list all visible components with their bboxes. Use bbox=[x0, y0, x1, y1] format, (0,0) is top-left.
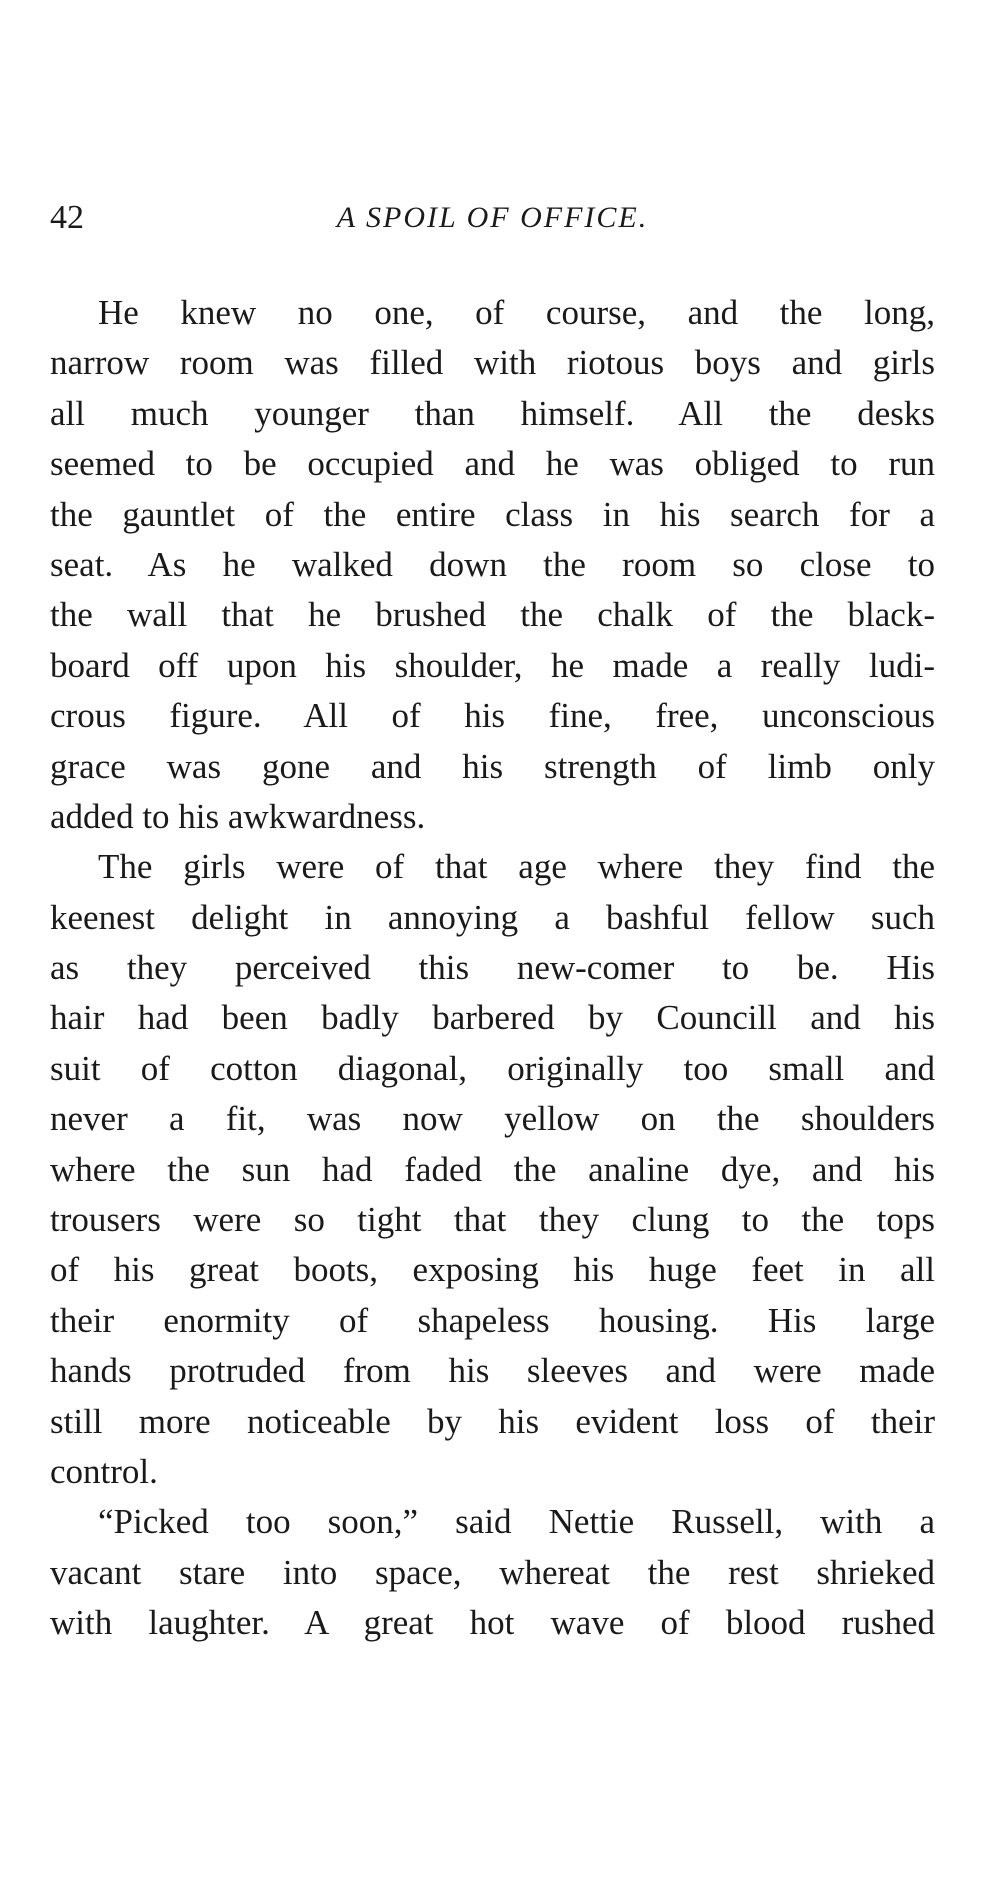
text-line: their enormity of shapeless housing. His large bbox=[50, 1300, 935, 1340]
text-line: “Picked too soon,” said Nettie Russell, with a bbox=[98, 1502, 935, 1542]
text-line: added to his awkwardness. bbox=[50, 796, 426, 836]
page-header bbox=[50, 196, 935, 240]
text-line: hair had been badly barbered by Councill and his bbox=[50, 998, 935, 1038]
text-line: still more noticeable by his evident loss of their bbox=[50, 1401, 935, 1441]
text-line: suit of cotton diagonal, originally too small and bbox=[50, 1048, 935, 1088]
text-line: He knew no one, of course, and the long, bbox=[98, 293, 935, 332]
text-line: grace was gone and his strength of limb only bbox=[50, 746, 935, 786]
body-text bbox=[50, 288, 935, 1649]
text-line: as they perceived this new-comer to be. His bbox=[50, 948, 935, 988]
paragraph bbox=[50, 842, 935, 1497]
text-line: crous figure. All of his fine, free, unconscious bbox=[50, 696, 935, 736]
paragraph bbox=[50, 1497, 935, 1648]
text-line: board off upon his shoulder, he made a really ludi- bbox=[50, 645, 935, 685]
text-line: trousers were so tight that they clung to the tops bbox=[50, 1200, 935, 1240]
text-line: all much younger than himself. All the desks bbox=[50, 393, 935, 433]
paragraph bbox=[50, 288, 935, 842]
text-line: narrow room was filled with riotous boys and girls bbox=[50, 343, 935, 383]
text-line: the gauntlet of the entire class in his search for a bbox=[50, 494, 935, 534]
text-line: the wall that he brushed the chalk of the black- bbox=[50, 595, 935, 635]
text-line: hands protruded from his sleeves and were made bbox=[50, 1351, 935, 1391]
running-title: A SPOIL OF OFFICE. bbox=[336, 201, 649, 234]
text-line: vacant stare into space, whereat the rest shrieked bbox=[50, 1552, 935, 1592]
text-line: keenest delight in annoying a bashful fellow such bbox=[50, 897, 935, 937]
text-line: The girls were of that age where they find the bbox=[98, 847, 935, 887]
text-line: seemed to be occupied and he was obliged to run bbox=[50, 444, 935, 484]
page-number: 42 bbox=[50, 199, 84, 236]
text-line: control. bbox=[50, 1451, 158, 1491]
text-line: seat. As he walked down the room so close to bbox=[50, 544, 935, 584]
text-line: of his great boots, exposing his huge feet in all bbox=[50, 1250, 935, 1290]
text-line: never a fit, was now yellow on the shoulders bbox=[50, 1099, 935, 1139]
text-line: with laughter. A great hot wave of blood rushed bbox=[50, 1603, 935, 1643]
text-line: where the sun had faded the analine dye, and his bbox=[50, 1149, 935, 1189]
